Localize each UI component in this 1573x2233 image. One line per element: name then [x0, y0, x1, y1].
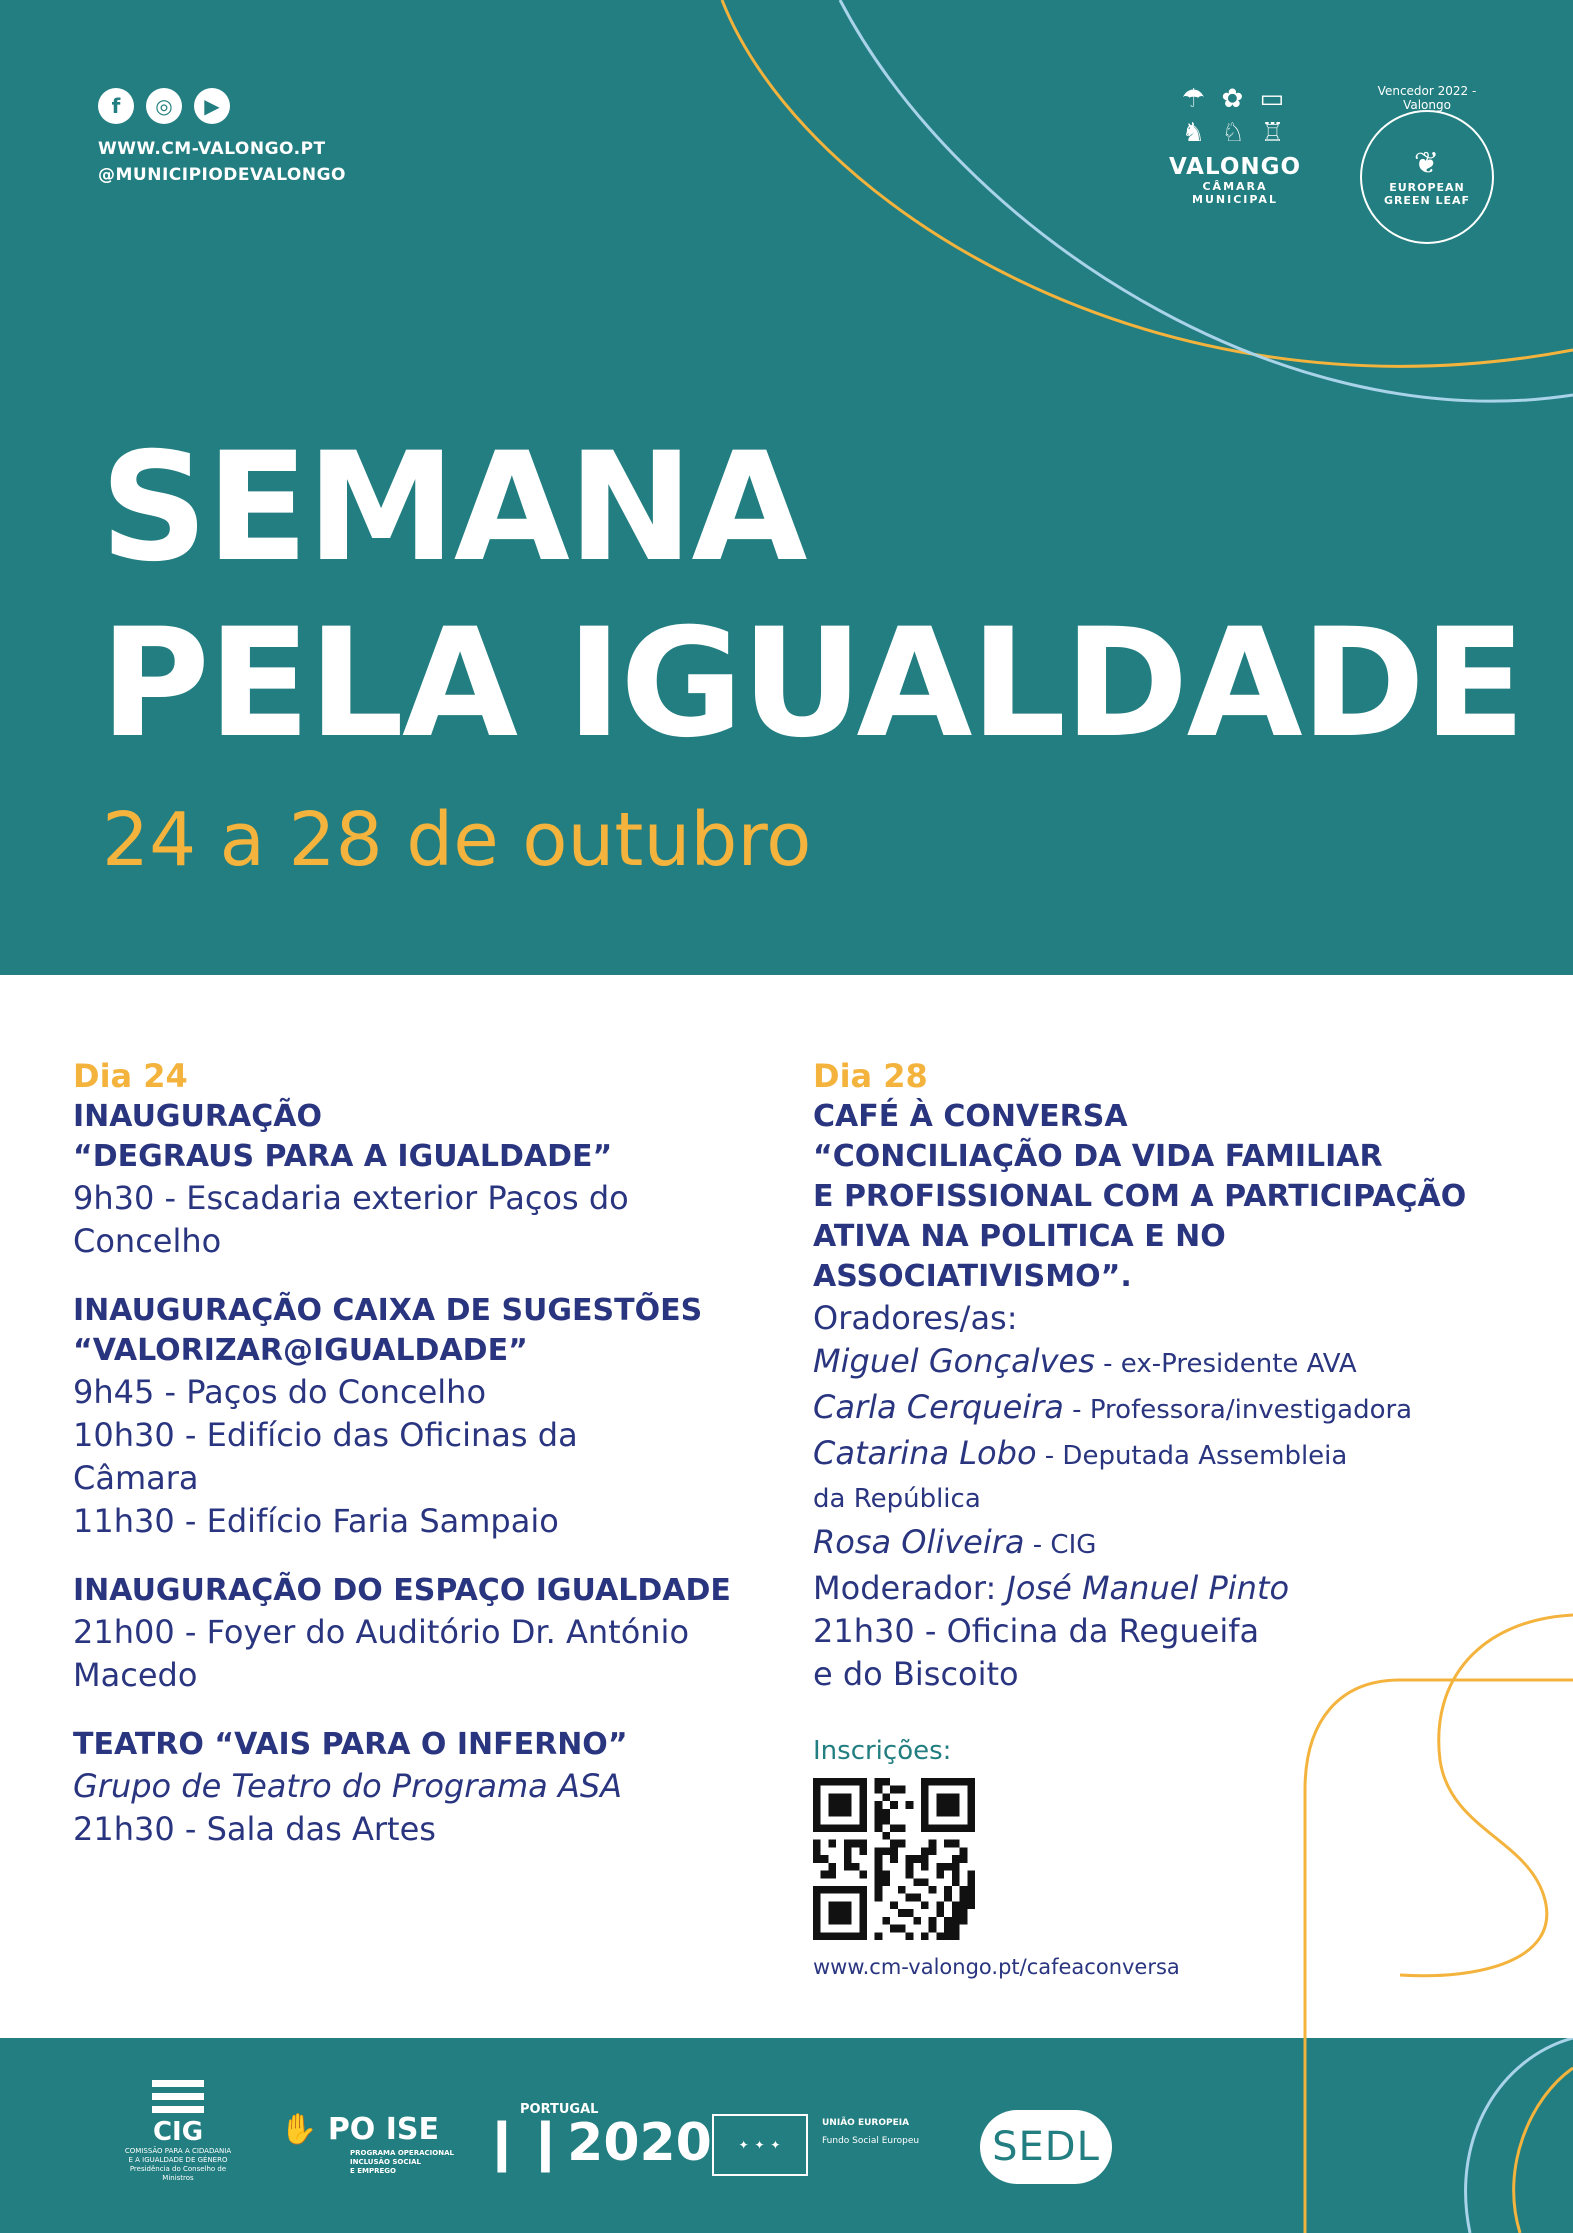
moderator-label: Moderador:	[813, 1569, 1007, 1607]
speaker-line	[813, 1521, 1533, 1567]
event-heading: TEATRO “VAIS PARA O INFERNO”	[73, 1727, 628, 1762]
cig-logo	[118, 2080, 238, 2183]
event-detail: 21h30 - Sala das Artes	[73, 1810, 436, 1848]
poise-logo	[280, 2112, 454, 2176]
event-heading: INAUGURAÇÃO	[73, 1099, 322, 1134]
event-detail: e do Biscoito	[813, 1655, 1019, 1693]
footer-band	[0, 2038, 1573, 2233]
event-heading: INAUGURAÇÃO CAIXA DE SUGESTÕES	[73, 1293, 703, 1328]
event-detail: 10h30 - Edifício das Oficinas da	[73, 1416, 578, 1454]
eu-text	[822, 2114, 919, 2150]
website-link[interactable]: WWW.CM-VALONGO.PT	[98, 139, 326, 159]
speaker-line	[813, 1386, 1533, 1432]
event-detail: 9h45 - Paços do Concelho	[73, 1373, 487, 1411]
speaker-name: Catarina Lobo	[813, 1434, 1037, 1472]
youtube-icon[interactable]: ▶	[194, 88, 230, 124]
event-date: 24 a 28 de outubro	[102, 797, 812, 883]
speaker-line	[813, 1340, 1533, 1386]
social-handle[interactable]: @MUNICIPIODEVALONGO	[98, 165, 347, 185]
moderator-name: José Manuel Pinto	[1006, 1569, 1290, 1607]
poise-name: PO ISE	[327, 2112, 440, 2147]
eu-title: UNIÃO EUROPEIA	[822, 2118, 910, 2128]
event-detail: 11h30 - Edifício Faria Sampaio	[73, 1502, 559, 1540]
day-label: Dia 24	[73, 1057, 188, 1095]
valongo-logo-subtitle: CÂMARA MUNICIPAL	[1192, 180, 1278, 206]
page-title	[100, 420, 1524, 772]
cig-line1: COMISSÃO PARA A CIDADANIA	[124, 2147, 232, 2155]
speaker-name: Rosa Oliveira	[813, 1523, 1025, 1561]
social-icons	[98, 88, 230, 124]
green-leaf-arc-text: Vencedor 2022 - Valongo	[1377, 84, 1477, 112]
green-leaf-line2: GREEN LEAF	[1383, 194, 1471, 207]
event-detail: 9h30 - Escadaria exterior Paços do	[73, 1179, 629, 1217]
registration-label: Inscrições:	[813, 1736, 952, 1766]
event-detail: 21h00 - Foyer do Auditório Dr. António	[73, 1613, 690, 1651]
leaf-icon: ❦	[1413, 146, 1441, 181]
web-links	[98, 136, 346, 188]
title-line-1: SEMANA	[100, 421, 806, 595]
event-detail: Câmara	[73, 1459, 199, 1497]
speaker-role: - Professora/investigadora	[1063, 1395, 1413, 1425]
poise-line2: INCLUSÃO SOCIAL	[350, 2158, 421, 2166]
speaker-role-continued: da República	[813, 1484, 981, 1514]
cig-line3: Presidência do Conselho de Ministros	[129, 2165, 227, 2182]
program-day-24	[73, 1055, 793, 1851]
valongo-logo-name: VALONGO	[1168, 154, 1302, 180]
event-heading: “CONCILIAÇÃO DA VIDA FAMILIAR	[813, 1139, 1383, 1174]
header-band	[0, 0, 1573, 975]
title-line-2: PELA IGUALDADE	[100, 597, 1524, 771]
registration-link[interactable]: www.cm-valongo.pt/cafeaconversa	[813, 1955, 1180, 1979]
speaker-line	[813, 1432, 1533, 1478]
poise-line1: PROGRAMA OPERACIONAL	[350, 2149, 454, 2157]
qr-code-icon[interactable]	[813, 1778, 975, 1940]
poise-line3: E EMPREGO	[350, 2167, 396, 2175]
eu-logo	[712, 2114, 919, 2176]
portugal-label: PORTUGAL	[520, 2102, 599, 2117]
event-heading: INAUGURAÇÃO DO ESPAÇO IGUALDADE	[73, 1573, 731, 1608]
cig-abbr: CIG	[152, 2117, 204, 2147]
portugal-year: ❙❙2020	[480, 2113, 712, 2173]
green-leaf-line1: EUROPEAN	[1389, 181, 1465, 194]
sedl-logo: SEDL	[980, 2110, 1112, 2184]
eu-flag-icon: ✦ ✦ ✦	[712, 2114, 808, 2176]
speaker-name: Miguel Gonçalves	[813, 1342, 1095, 1380]
p2020-mark-icon: ❙❙	[480, 2113, 568, 2173]
portugal-2020-logo	[480, 2102, 712, 2173]
moderator-line	[813, 1567, 1533, 1610]
event-heading: E PROFISSIONAL COM A PARTICIPAÇÃO	[813, 1179, 1467, 1214]
eu-fund: Fundo Social Europeu	[822, 2136, 920, 2146]
green-leaf-logo	[1360, 84, 1494, 244]
event-company: Grupo de Teatro do Programa ASA	[73, 1767, 623, 1805]
instagram-icon[interactable]: ◎	[146, 88, 182, 124]
speaker-name: Carla Cerqueira	[813, 1388, 1064, 1426]
speakers-label: Oradores/as:	[813, 1299, 1018, 1337]
event-heading: ATIVA NA POLITICA E NO ASSOCIATIVISMO”.	[813, 1219, 1226, 1294]
partner-logos	[0, 2070, 1573, 2220]
hand-icon: ✋	[280, 2112, 318, 2147]
valongo-emblem-icon: ☂ ✿ ▭ ♞ ♘ ♖	[1181, 84, 1289, 148]
event-detail: Macedo	[73, 1656, 198, 1694]
day-label: Dia 28	[813, 1057, 928, 1095]
program-day-28	[813, 1055, 1533, 1982]
event-detail: Concelho	[73, 1222, 222, 1260]
valongo-logo	[1160, 82, 1310, 206]
cig-line2: E A IGUALDADE DE GÉNERO	[128, 2156, 228, 2164]
event-detail: 21h30 - Oficina da Regueifa	[813, 1612, 1260, 1650]
speaker-role: - ex-Presidente AVA	[1094, 1349, 1357, 1379]
event-heading: “VALORIZAR@IGUALDADE”	[73, 1333, 528, 1368]
event-heading: “DEGRAUS PARA A IGUALDADE”	[73, 1139, 613, 1174]
cig-bars-icon	[118, 2080, 238, 2113]
speaker-role: - Deputada Assembleia	[1036, 1441, 1348, 1471]
event-heading: CAFÉ À CONVERSA	[813, 1099, 1128, 1134]
facebook-icon[interactable]: f	[98, 88, 134, 124]
speaker-role: - CIG	[1024, 1530, 1097, 1560]
